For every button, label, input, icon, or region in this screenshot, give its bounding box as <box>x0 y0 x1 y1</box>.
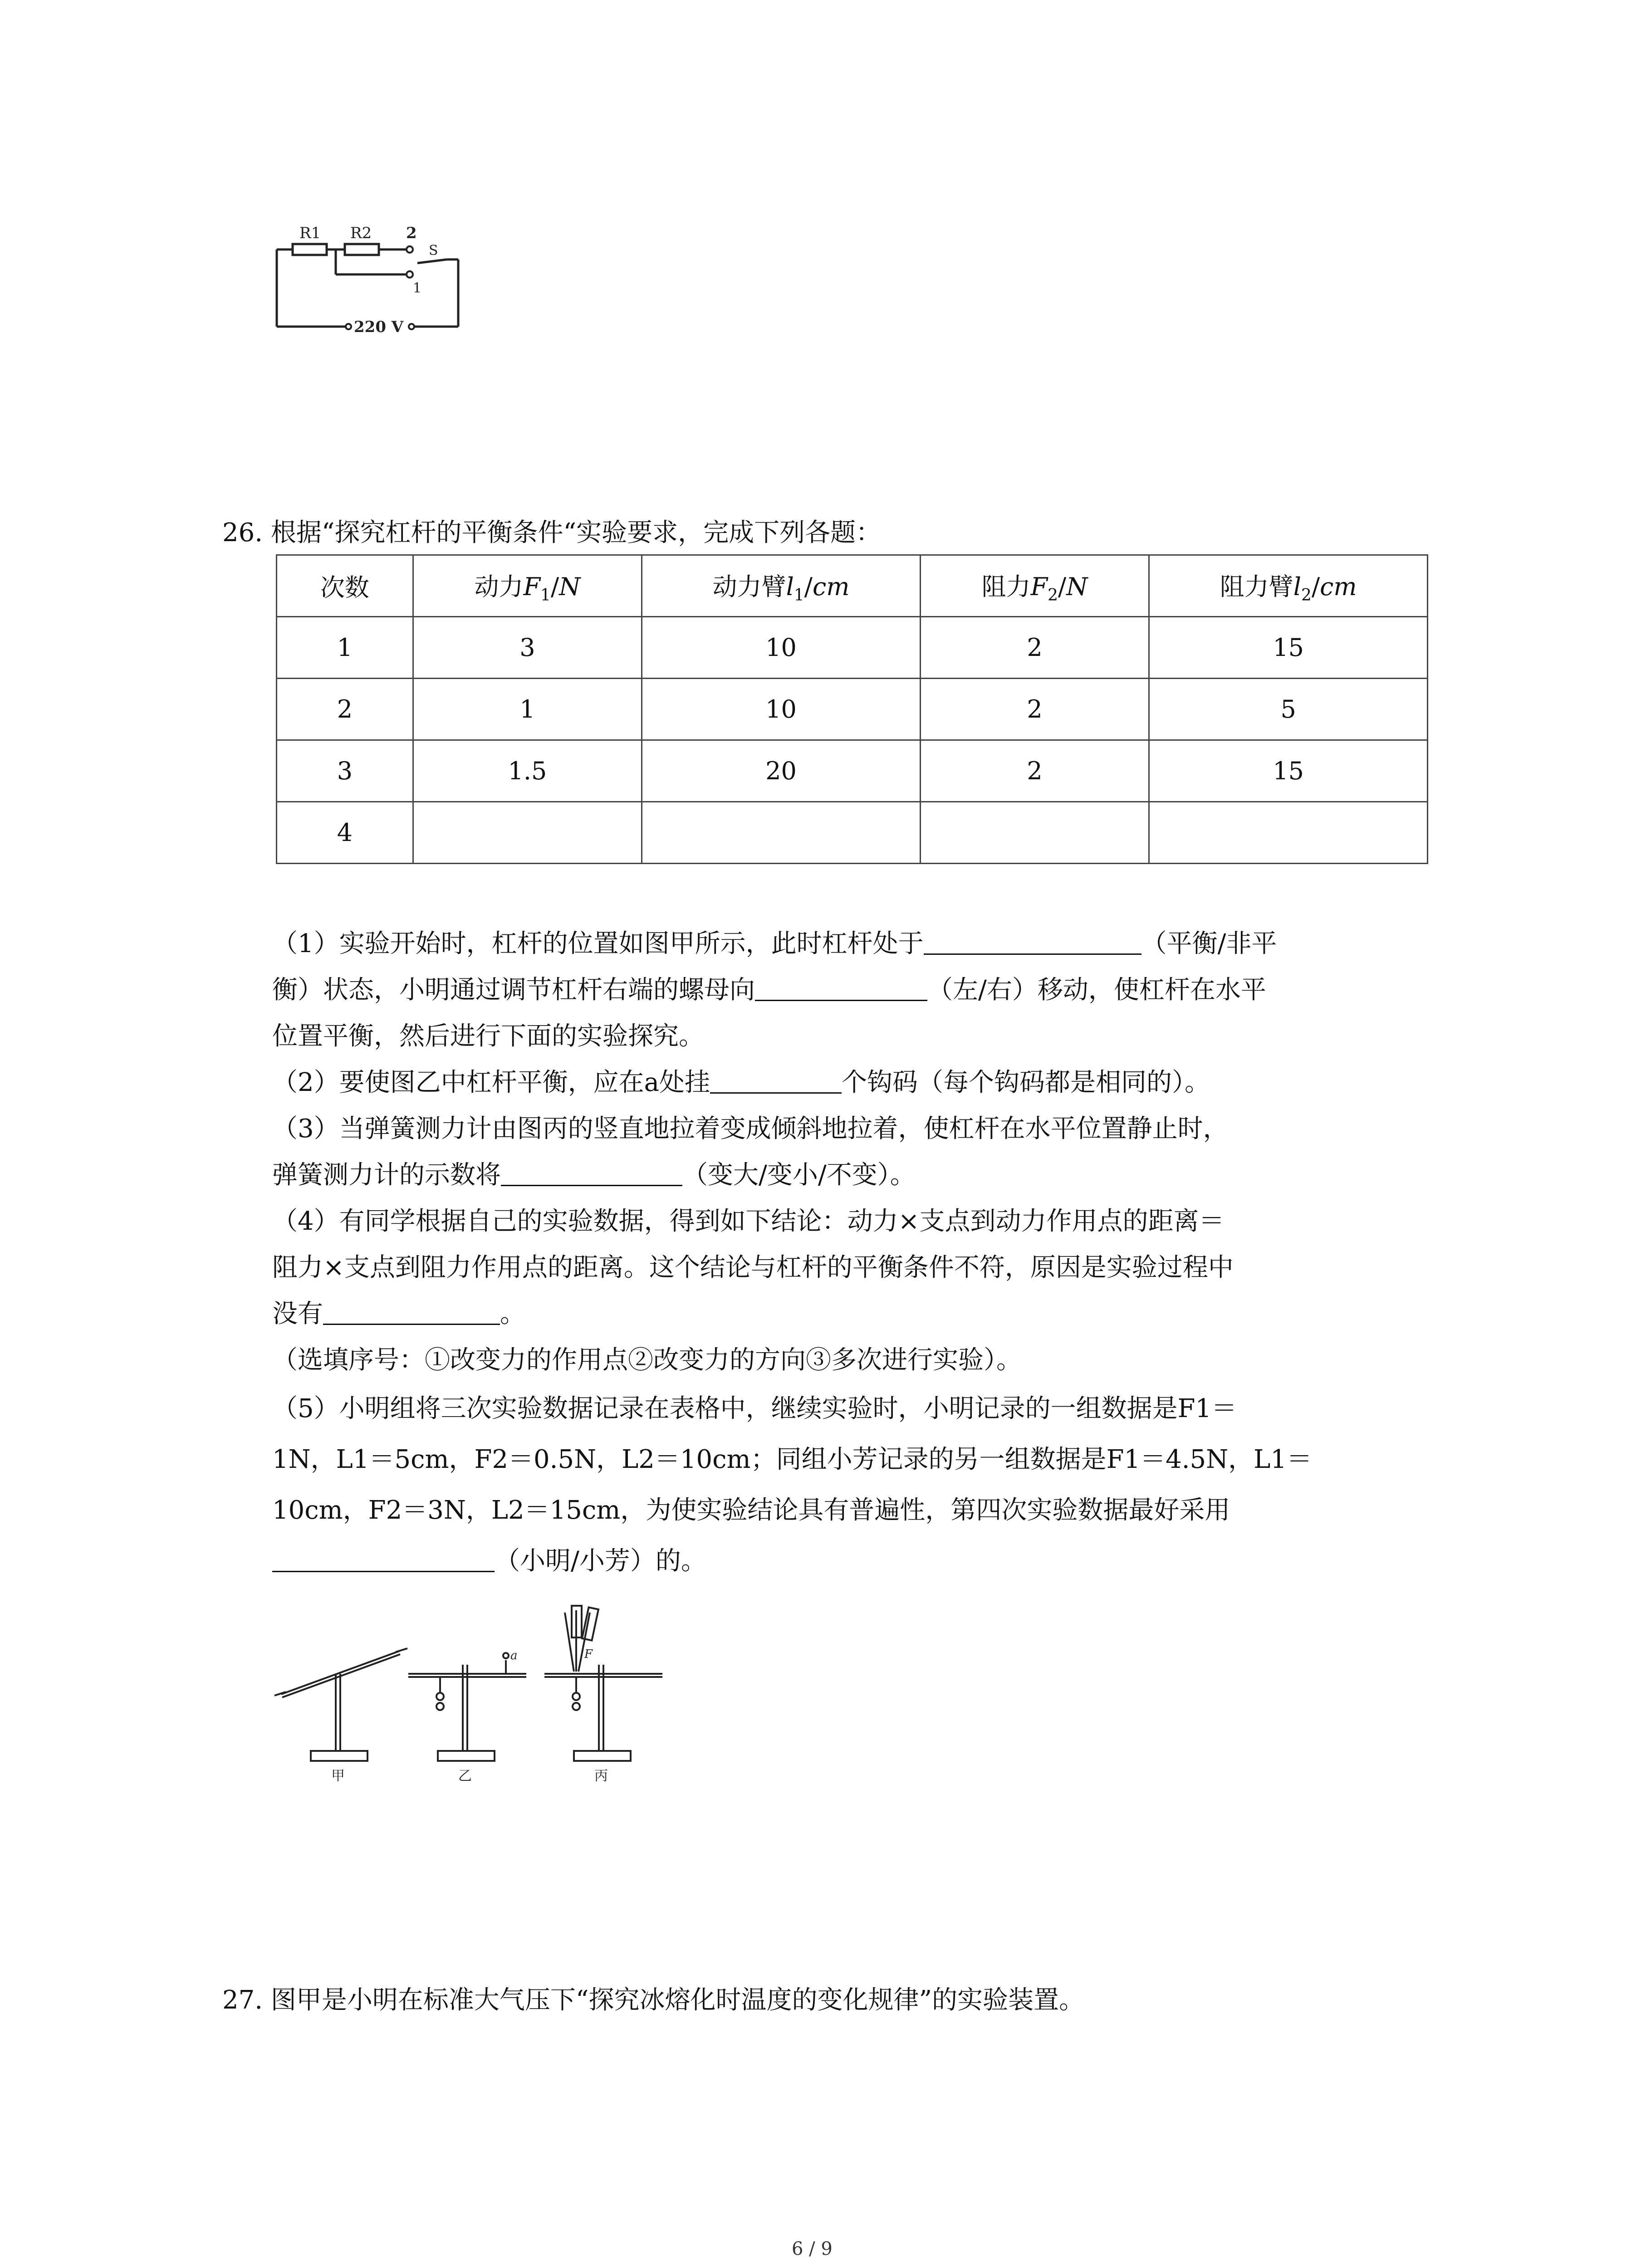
switch-label: S <box>429 243 438 259</box>
header-f2: 阻力$F_2/N$ <box>920 555 1149 617</box>
answer-blank-1[interactable] <box>924 928 1141 955</box>
answer-blank-2[interactable] <box>755 974 927 1001</box>
figure-yi-label: 乙 <box>458 1768 472 1784</box>
q26-part5: （5）小明组将三次实验数据记录在表格中，继续实验时，小明记录的一组数据是F1＝ 1N，L1＝5cm，F2＝0.5N，L2＝10cm；同组小芳记录的另一组数据是F1＝4.5N，L1＝ 10cm，F2＝3N，L2＝15cm，为使实验结论具有普遍性，第四次实验数据最好采用 （小明/小芳）的。 <box>272 1394 1312 1576</box>
cell: 20 <box>642 740 921 802</box>
cell: 2 <box>277 679 413 740</box>
force-f-label: F <box>584 1647 593 1661</box>
answer-blank-4[interactable] <box>501 1159 682 1186</box>
circuit-svg <box>272 213 472 345</box>
r2-label: R2 <box>350 224 372 242</box>
cell: 2 <box>920 617 1149 679</box>
header-l1: 动力臂$l_1/cm$ <box>642 555 921 617</box>
figure-bing-label: 丙 <box>594 1768 608 1784</box>
header-l2: 阻力臂$l_2/cm$ <box>1149 555 1428 617</box>
cell: 5 <box>1149 679 1428 740</box>
figure-yi-lever <box>408 1653 526 1761</box>
cell: 1.5 <box>413 740 642 802</box>
table-row <box>277 617 1428 679</box>
header-count: 次数 <box>277 555 413 617</box>
r1-label: R1 <box>299 224 321 242</box>
source-voltage-label: 220 V <box>354 318 404 336</box>
figure-bing-lever <box>544 1606 662 1761</box>
cell: 15 <box>1149 740 1428 802</box>
cell: 15 <box>1149 617 1428 679</box>
cell: 2 <box>920 679 1149 740</box>
q26-part3: （3）当弹簧测力计由图丙的竖直地拉着变成倾斜地拉着，使杠杆在水平位置静止时， 弹簧测力计的示数将 （变大/变小/不变）。 <box>272 1114 1229 1190</box>
table-row <box>277 740 1428 802</box>
cell: 1 <box>413 679 642 740</box>
cell: 10 <box>642 617 921 679</box>
q26-title: 26. 根据“探究杠杆的平衡条件“实验要求，完成下列各题： <box>222 518 882 547</box>
answer-blank-6[interactable] <box>272 1545 495 1572</box>
q26-part2: （2）要使图乙中杠杆平衡，应在a处挂 个钩码（每个钩码都是相同的）。 <box>272 1068 1210 1097</box>
point-a-label: a <box>510 1649 518 1662</box>
table-row <box>277 802 1428 864</box>
answer-blank-3[interactable] <box>710 1067 842 1094</box>
cell: 10 <box>642 679 921 740</box>
table-row <box>277 679 1428 740</box>
cell: 3 <box>413 617 642 679</box>
cell <box>642 802 921 864</box>
figure-jia-lever <box>274 1648 407 1761</box>
page-number: 6 / 9 <box>792 2239 833 2259</box>
q26-part4: （4）有同学根据自己的实验数据，得到如下结论：动力×支点到动力作用点的距离＝ 阻力×支点到阻力作用点的距离。这个结论与杠杆的平衡条件不符，原因是实验过程中 没有 。 （选填序号：①改变力的作用点②改变力的方向③多次进行实验）。 <box>272 1207 1234 1375</box>
data-table <box>276 554 1428 864</box>
terminal-1-label: 1 <box>413 280 422 296</box>
cell <box>920 802 1149 864</box>
cell: 4 <box>277 802 413 864</box>
table-header-row <box>277 555 1428 617</box>
lever-figures <box>272 1601 681 1792</box>
q27-title: 27. 图甲是小明在标准大气压下“探究冰熔化时温度的变化规律”的实验装置。 <box>222 1985 1085 2015</box>
cell: 3 <box>277 740 413 802</box>
terminal-2-label: 2 <box>406 224 417 242</box>
cell: 2 <box>920 740 1149 802</box>
cell: 1 <box>277 617 413 679</box>
lever-figures-svg <box>272 1601 681 1792</box>
answer-blank-5[interactable] <box>323 1298 500 1325</box>
cell <box>1149 802 1428 864</box>
header-f1: 动力$F_1/N$ <box>413 555 642 617</box>
cell <box>413 802 642 864</box>
circuit-diagram <box>272 213 472 345</box>
q26-part1: （1）实验开始时，杠杆的位置如图甲所示，此时杠杆处于 （平衡/非平 衡）状态，小明通过调节杠杆右端的螺母向 （左/右）移动，使杠杆在水平 位置平衡，然后进行下面的实验探究。 <box>272 929 1277 1051</box>
figure-jia-label: 甲 <box>331 1768 345 1784</box>
